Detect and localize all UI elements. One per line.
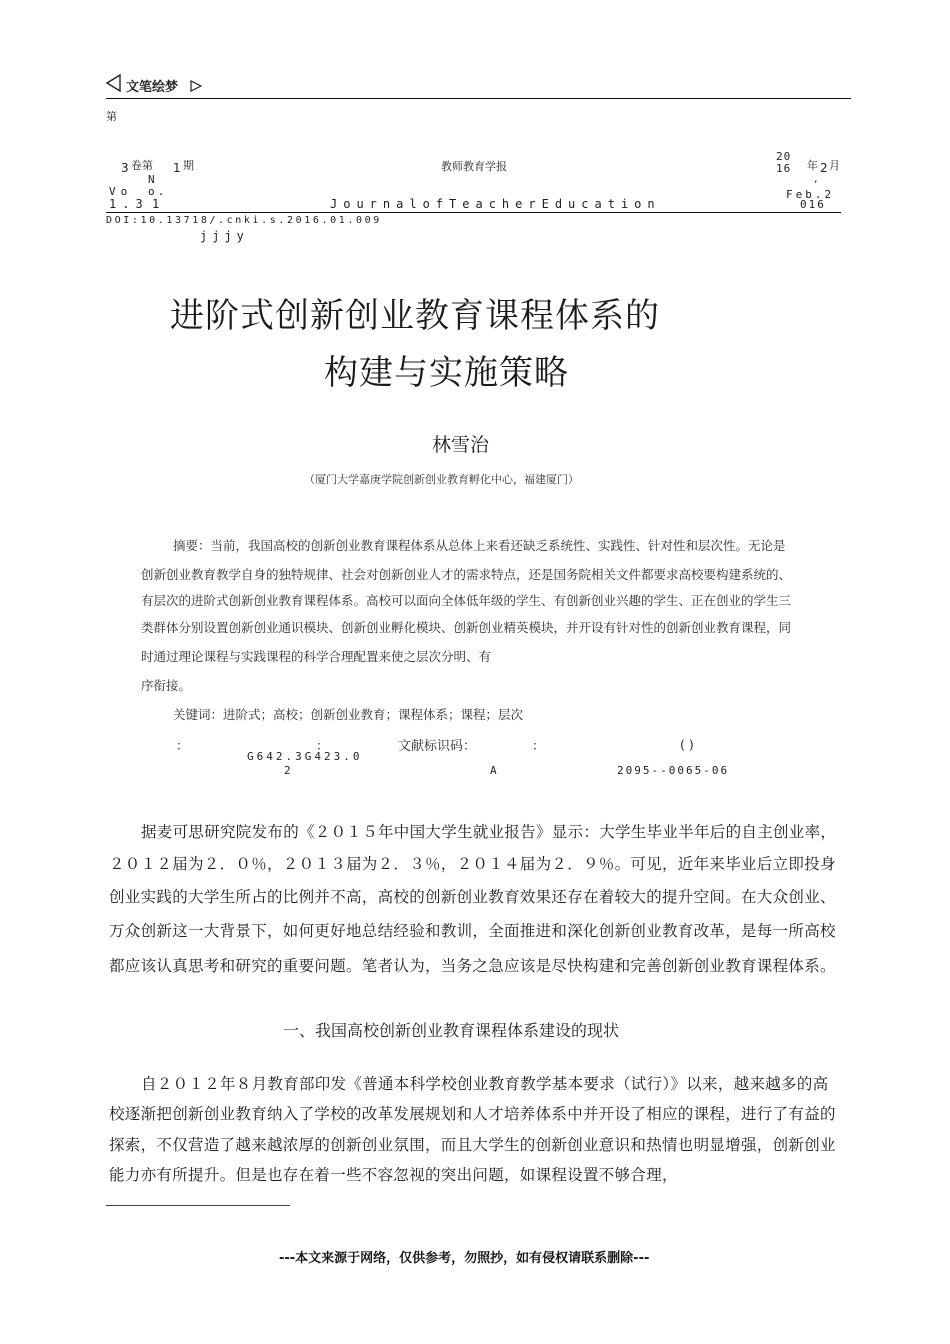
doc-id-label: 文献标识码： [398,739,477,754]
abstract-line: 创新创业教育教学自身的独特规律、社会对创新创业人才的需求特点，还是国务院相关文件都要求高校要构建系统的、 [141,567,792,582]
colon: ： [176,738,189,753]
body-line: 都应该认真思考和研究的重要问题。笔者认为，当务之急应该是尽快构建和完善创新创业教育课程体系。 [109,957,836,975]
abstract-line: 摘要：当前，我国高校的创新创业教育课程体系从总体上来看还缺乏系统性、实践性、针对性和层次性。无论是 [173,538,786,553]
vo-a: Vo [109,185,133,198]
body-line: 据麦可思研究院发布的《２０１５年中国大学生就业报告》显示：大学生毕业半年后的自主创业率， [141,823,837,841]
doc-code: A [490,764,498,777]
feb-a: Feb.2 [786,188,835,201]
jjjy: jjjy [200,229,249,243]
journal-cn: 教师教育学报 [441,160,507,173]
body-line: 自２０１２年８月教育部印发《普通本科学校创业教育教学基本要求（试行）》以来，越来越多的高 [141,1075,829,1093]
yue-char: 月 [829,159,840,172]
comma: , [814,172,818,185]
colon: ： [532,738,545,753]
footnote-rule [106,1205,290,1206]
triangle-left-icon [106,74,122,96]
article-title-line1: 进阶式创新创业教育课程体系的 [170,296,660,336]
abstract-line: 有层次的进阶式创新创业教育课程体系。高校可以面向全体低年级的学生、有创新创业兴趣的学生、正在创业的学生三 [141,593,792,608]
abstract-line: 时通过理论课程与实践课程的科学合理配置来使之层次分明、有 [141,649,492,664]
issue-num: 1 [173,161,181,175]
body-line: 探索，不仅营造了越来越浓厚的创新创业氛围，而且大学生的创新创业意识和热情也明显增强，创新创业 [109,1136,836,1154]
year-b: 16 [776,162,792,175]
header-rule [106,98,851,99]
qi-char: 期 [183,159,194,172]
body-line: 万众创新这一大背景下，如何更好地总结经验和教训，全面推进和深化创新创业教育改革，是每一所高校 [109,922,836,940]
doi: DOI:10.13718/.cnki.s.2016.01.009 [106,215,382,226]
triangle-right-icon [190,77,202,96]
abstract-line: 序衔接。 [141,678,192,693]
body-line: 校逐渐把创新创业教育纳入了学校的改革发展规划和人才培养体系中并开设了相应的课程，进行了有益的 [109,1105,836,1123]
feb-b: 016 [800,198,826,211]
section-heading: 一、我国高校创新创业教育课程体系建设的现状 [283,1021,620,1040]
journal-rule [106,212,841,213]
nian-char: 年 [807,159,818,172]
author: 林雪治 [432,434,490,456]
year-a: 20 [776,150,792,163]
month-num: 2 [820,161,828,175]
keywords: 关键词：进阶式；高校；创新创业教育；课程体系；课程；层次 [173,707,524,722]
article-no: 2095--0065-06 [617,764,730,777]
body-line: 能力亦有所提升。但是也存在着一些不容忽视的突出问题，如课程设置不够合理， [109,1166,678,1184]
colon: ： [316,738,329,753]
journal-en: JournalofTeacherEducation [330,197,661,211]
vo-b: o. [148,185,168,198]
class-code: G642.3G423.0 [247,750,363,763]
article-no-paren: ( ) [680,737,694,752]
issue-en: 1 [152,197,166,211]
juan-di: 卷第 [131,159,153,172]
body-line: ２０１２届为２．０％，２０１３届为２．３％，２０１４届为２．９％。可见，近年来毕业后立即投身 [109,855,836,873]
footer-notice: ---本文来源于网络，仅供参考，勿照抄，如有侵权请联系删除--- [279,1251,650,1266]
logo-text: 文笔绘梦 [126,80,179,95]
di-char: 第 [106,110,117,123]
body-line: 创业实践的大学生所占的比例并不高，高校的创新创业教育效果还存在着较大的提升空间。在大众创业、 [109,888,836,906]
vol-en: 1.3 [109,197,149,211]
n-letter: N [148,173,156,186]
vol-num: 3 [121,161,129,175]
affiliation: （厦门大学嘉庚学院创新创业教育孵化中心，福建厦门） [304,473,579,486]
article-title-line2: 构建与实施策略 [324,353,569,393]
class-num: 2 [284,764,292,777]
abstract-line: 类群体分别设置创新创业通识模块、创新创业孵化模块、创新创业精英模块，并开设有针对性的创新创业教育课程，同 [141,620,792,635]
